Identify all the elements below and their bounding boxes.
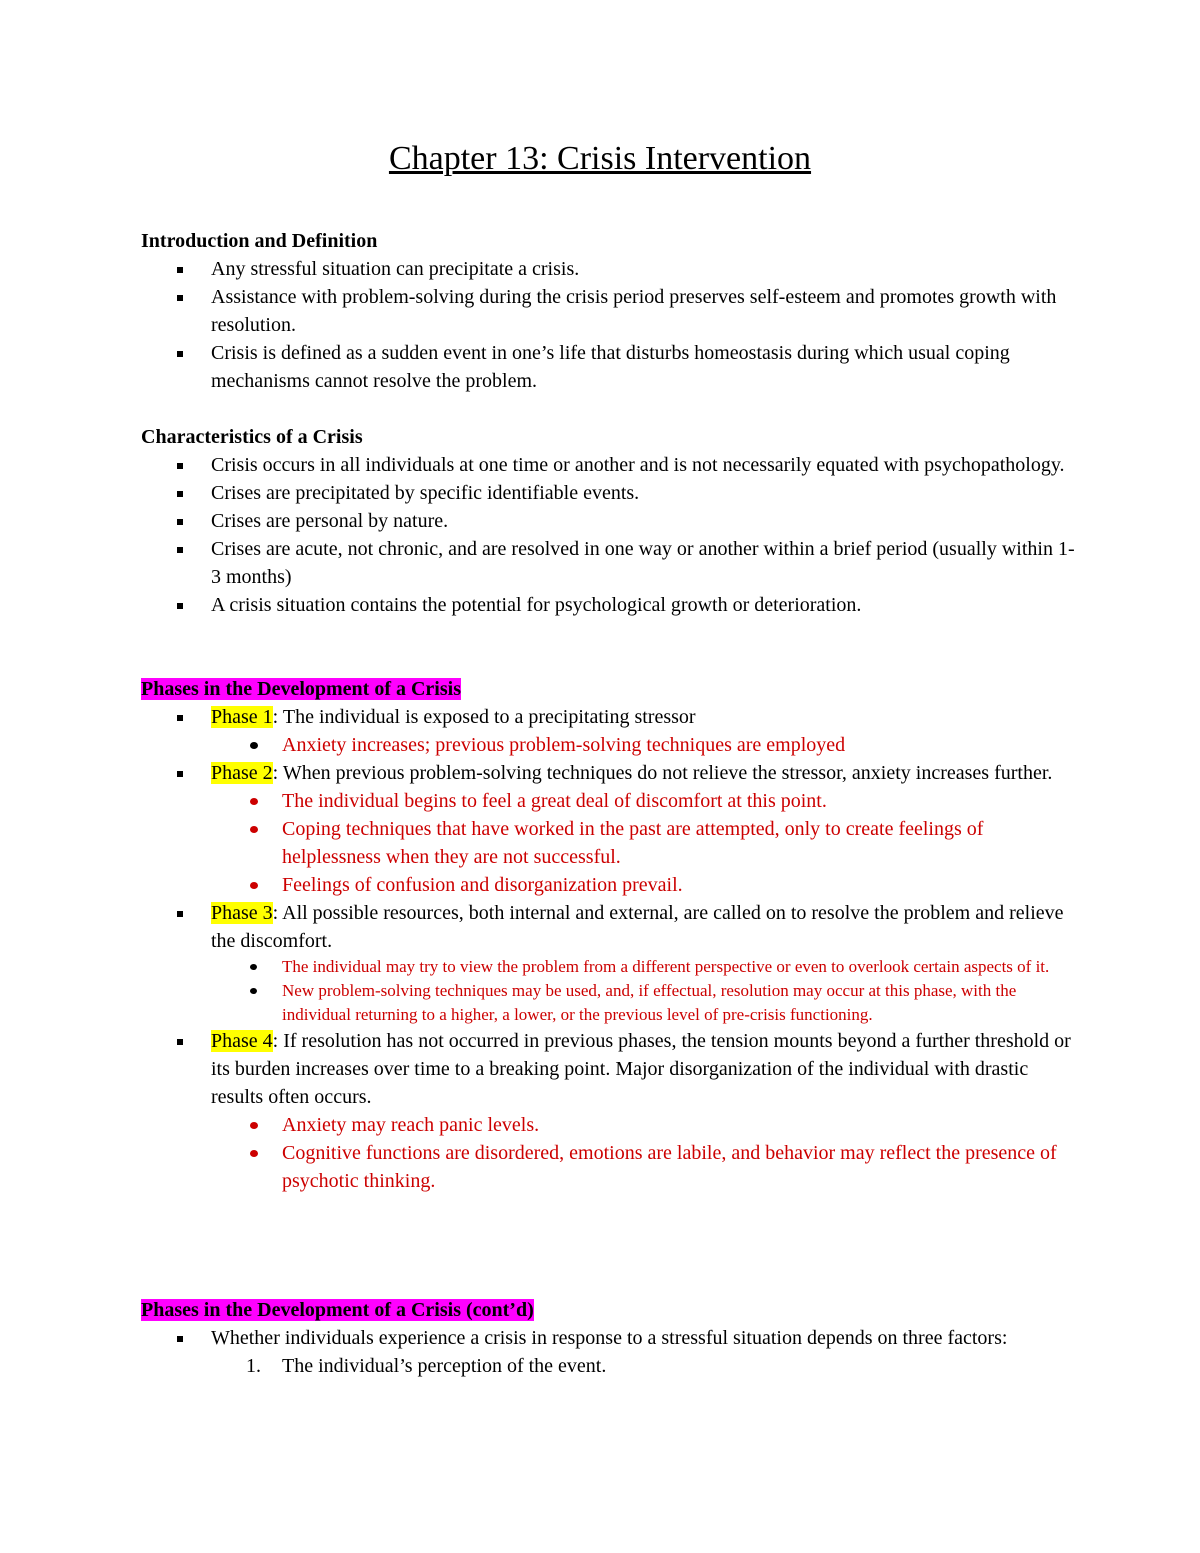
square-bullet-icon — [177, 519, 183, 525]
phase-label: Phase 2 — [211, 762, 273, 784]
section-characteristics — [141, 423, 1081, 619]
round-bullet-icon — [250, 988, 257, 994]
sub-list-item: Cognitive functions are disordered, emotions are labile, and behavior may reflect the presence of psychotic thinking. — [141, 1139, 1081, 1195]
square-bullet-icon — [177, 1039, 183, 1045]
square-bullet-icon — [177, 547, 183, 553]
list-item: Crises are precipitated by specific identifiable events. — [141, 479, 1081, 507]
round-bullet-icon — [250, 964, 257, 970]
bullet-list — [141, 255, 1081, 395]
phase-label: Phase 1 — [211, 706, 273, 728]
list-item: Crises are acute, not chronic, and are resolved in one way or another within a brief period (usually within 1-3 months) — [141, 535, 1081, 591]
square-bullet-icon — [177, 771, 183, 777]
sub-list-item: Coping techniques that have worked in the past are attempted, only to create feelings of helplessness when they are not successful. — [141, 815, 1081, 871]
round-bullet-icon — [250, 1150, 258, 1157]
list-item: Crisis occurs in all individuals at one time or another and is not necessarily equated with psychopathology. — [141, 451, 1081, 479]
section-heading — [141, 675, 1081, 703]
bullet-list — [141, 451, 1081, 619]
sub-list-item: Anxiety increases; previous problem-solving techniques are employed — [141, 731, 1081, 759]
section-phases-contd — [141, 1296, 1081, 1380]
square-bullet-icon — [177, 267, 183, 273]
round-bullet-icon — [250, 1122, 258, 1129]
square-bullet-icon — [177, 491, 183, 497]
square-bullet-icon — [177, 1336, 183, 1342]
square-bullet-icon — [177, 715, 183, 721]
sub-list-item: New problem-solving techniques may be used, and, if effectual, resolution may occur at this phase, with the individual returning to a higher, a lower, or the previous level of pre-crisis functioning. — [141, 979, 1081, 1027]
list-item: A crisis situation contains the potential for psychological growth or deterioration. — [141, 591, 1081, 619]
round-bullet-icon — [250, 798, 258, 805]
sub-list-item: The individual begins to feel a great deal of discomfort at this point. — [141, 787, 1081, 815]
page-title: Chapter 13: Crisis Intervention — [388, 140, 812, 177]
phase-item: Phase 1: The individual is exposed to a precipitating stressor — [141, 703, 1081, 731]
list-item: Any stressful situation can precipitate a crisis. — [141, 255, 1081, 283]
phase-item: Phase 3: All possible resources, both internal and external, are called on to resolve the problem and relieve the discomfort. — [141, 899, 1081, 955]
section-phases — [141, 675, 1081, 1195]
section-introduction — [141, 227, 1081, 395]
phase-item: Phase 2: When previous problem-solving techniques do not relieve the stressor, anxiety increases further. — [141, 759, 1081, 787]
list-item: Assistance with problem-solving during the crisis period preserves self-esteem and promotes growth with resolution. — [141, 283, 1081, 339]
bullet-list — [141, 1324, 1081, 1380]
section-heading — [141, 1296, 1081, 1324]
sub-list-item: The individual may try to view the problem from a different perspective or even to overlook certain aspects of it. — [141, 955, 1081, 979]
square-bullet-icon — [177, 603, 183, 609]
round-bullet-icon — [250, 742, 258, 749]
phase-label: Phase 4 — [211, 1030, 273, 1052]
square-bullet-icon — [177, 351, 183, 357]
list-item: Whether individuals experience a crisis in response to a stressful situation depends on three factors: — [141, 1324, 1081, 1352]
sub-list-item: Anxiety may reach panic levels. — [141, 1111, 1081, 1139]
highlighted-heading: Phases in the Development of a Crisis — [141, 678, 461, 700]
bullet-list — [141, 703, 1081, 1195]
sub-list-item: Feelings of confusion and disorganization prevail. — [141, 871, 1081, 899]
highlighted-heading: Phases in the Development of a Crisis (cont’d) — [141, 1299, 534, 1321]
square-bullet-icon — [177, 911, 183, 917]
section-heading: Characteristics of a Crisis — [141, 426, 363, 448]
round-bullet-icon — [250, 882, 258, 889]
phase-label: Phase 3 — [211, 902, 273, 924]
numbered-item: 1. The individual’s perception of the event. — [246, 1355, 607, 1377]
phase-item: Phase 4: If resolution has not occurred in previous phases, the tension mounts beyond a further threshold or its burden increases over time to a breaking point. Major disorganization of the individual with drastic results often occurs. — [141, 1027, 1081, 1111]
section-heading: Introduction and Definition — [141, 230, 378, 252]
round-bullet-icon — [250, 826, 258, 833]
list-item: Crises are personal by nature. — [141, 507, 1081, 535]
square-bullet-icon — [177, 463, 183, 469]
list-item: Crisis is defined as a sudden event in one’s life that disturbs homeostasis during which usual coping mechanisms cannot resolve the problem. — [141, 339, 1081, 395]
square-bullet-icon — [177, 295, 183, 301]
